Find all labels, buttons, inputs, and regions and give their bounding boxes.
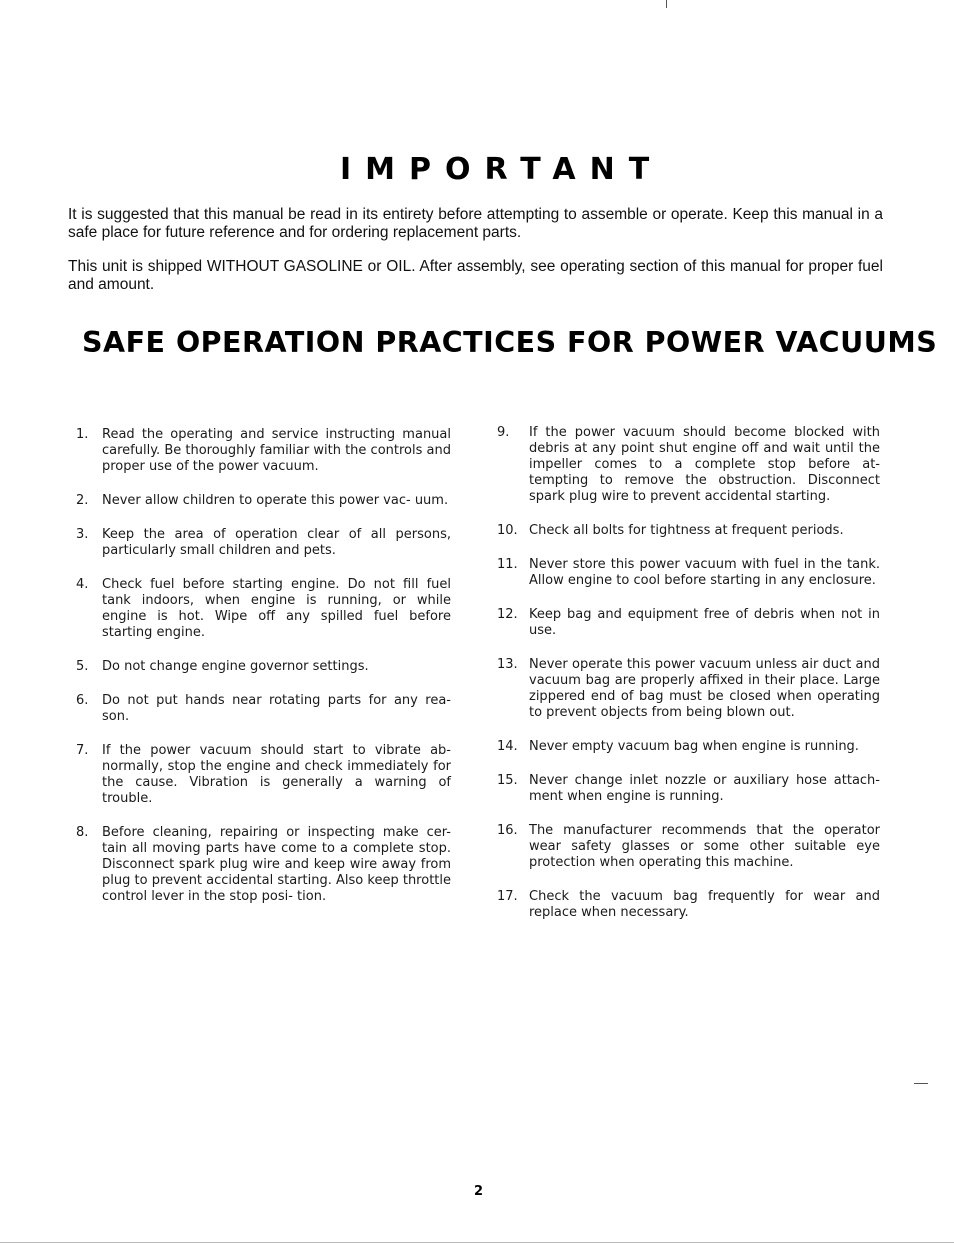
- rule-text: If the power vacuum should start to vibrate ab- normally, stop the engine and check immediately for the cause. Vibration is generally a warning of trouble.: [102, 743, 451, 806]
- scan-mark-top: [666, 0, 667, 8]
- rule-item: [76, 693, 451, 725]
- rule-number: 2.: [76, 493, 89, 508]
- rule-text: Check all bolts for tightness at frequent periods.: [529, 523, 844, 538]
- rule-item: [76, 659, 451, 675]
- rule-number: 13.: [497, 657, 518, 672]
- rule-number: 15.: [497, 773, 518, 788]
- rule-item: [497, 523, 880, 539]
- rules-left-column: [76, 427, 451, 923]
- rule-item: [497, 823, 880, 871]
- rule-text: Never change inlet nozzle or auxiliary hose attach- ment when engine is running.: [529, 773, 880, 804]
- rule-text: Check the vacuum bag frequently for wear and replace when necessary.: [529, 889, 880, 920]
- rule-number: 11.: [497, 557, 518, 572]
- rule-number: 3.: [76, 527, 89, 542]
- rule-number: 10.: [497, 523, 518, 538]
- rules-right-column: [497, 425, 880, 939]
- rule-text: Do not put hands near rotating parts for any rea- son.: [102, 693, 451, 724]
- rule-text: The manufacturer recommends that the operator wear safety glasses or some other suitable eye protection when operating this machine.: [529, 823, 880, 870]
- rule-text: Check fuel before starting engine. Do not fill fuel tank indoors, when engine is running, or while engine is hot. Wipe off any spilled fuel before starting engine.: [102, 577, 451, 640]
- page-number: 2: [474, 1184, 484, 1199]
- intro-paragraph-1: It is suggested that this manual be read in its entirety before attempting to assemble or operate. Keep this manual in a safe place for future reference and for ordering replacement parts.: [68, 206, 883, 241]
- rule-text: Never operate this power vacuum unless air duct and vacuum bag are properly affixed in their place. Large zippered end of bag must be closed when operating to prevent objects from being blown out.: [529, 657, 880, 720]
- rule-text: Before cleaning, repairing or inspecting make cer- tain all moving parts have come to a complete stop. Disconnect spark plug wire and keep wire away from plug to prevent accidental starting. Also keep throttle control lever in the stop posi- tion.: [102, 825, 451, 904]
- rule-item: [76, 427, 451, 475]
- rule-text: Never empty vacuum bag when engine is running.: [529, 739, 859, 754]
- rule-number: 1.: [76, 427, 89, 442]
- rule-number: 7.: [76, 743, 89, 758]
- rule-text: Keep bag and equipment free of debris when not in use.: [529, 607, 880, 638]
- rule-item: [497, 557, 880, 589]
- rule-text: Keep the area of operation clear of all persons, particularly small children and pets.: [102, 527, 451, 558]
- rule-number: 14.: [497, 739, 518, 754]
- rule-item: [497, 657, 880, 721]
- scan-mark-right: [914, 1083, 928, 1084]
- important-heading: IMPORTANT: [340, 152, 664, 187]
- rule-item: [76, 527, 451, 559]
- rule-item: [497, 607, 880, 639]
- rule-item: [76, 493, 451, 509]
- rule-number: 6.: [76, 693, 89, 708]
- bottom-rule: [0, 1242, 954, 1243]
- rule-item: [497, 889, 880, 921]
- rule-number: 12.: [497, 607, 518, 622]
- rule-text: Read the operating and service instructing manual carefully. Be thoroughly familiar with the controls and proper use of the power vacuum.: [102, 427, 451, 474]
- rule-item: [497, 739, 880, 755]
- rule-number: 5.: [76, 659, 89, 674]
- rule-text: Never store this power vacuum with fuel in the tank. Allow engine to cool before starting in any enclosure.: [529, 557, 880, 588]
- rule-number: 9.: [497, 425, 510, 440]
- rule-number: 16.: [497, 823, 518, 838]
- section-title: SAFE OPERATION PRACTICES FOR POWER VACUUMS: [82, 326, 938, 359]
- rule-text: If the power vacuum should become blocked with debris at any point shut engine off and wait until the impeller comes to a complete stop before at- tempting to remove the obstruction. Disconnect spark plug wire to prevent accidental starting.: [529, 425, 880, 504]
- intro-paragraph-2: This unit is shipped WITHOUT GASOLINE or OIL. After assembly, see operating section of this manual for proper fuel and amount.: [68, 258, 883, 293]
- rule-item: [76, 825, 451, 905]
- rule-text: Never allow children to operate this power vac- uum.: [102, 493, 449, 508]
- rule-number: 17.: [497, 889, 518, 904]
- rule-text: Do not change engine governor settings.: [102, 659, 369, 674]
- rule-item: [76, 577, 451, 641]
- rule-number: 4.: [76, 577, 89, 592]
- rule-number: 8.: [76, 825, 89, 840]
- rule-item: [76, 743, 451, 807]
- rule-item: [497, 773, 880, 805]
- rule-item: [497, 425, 880, 505]
